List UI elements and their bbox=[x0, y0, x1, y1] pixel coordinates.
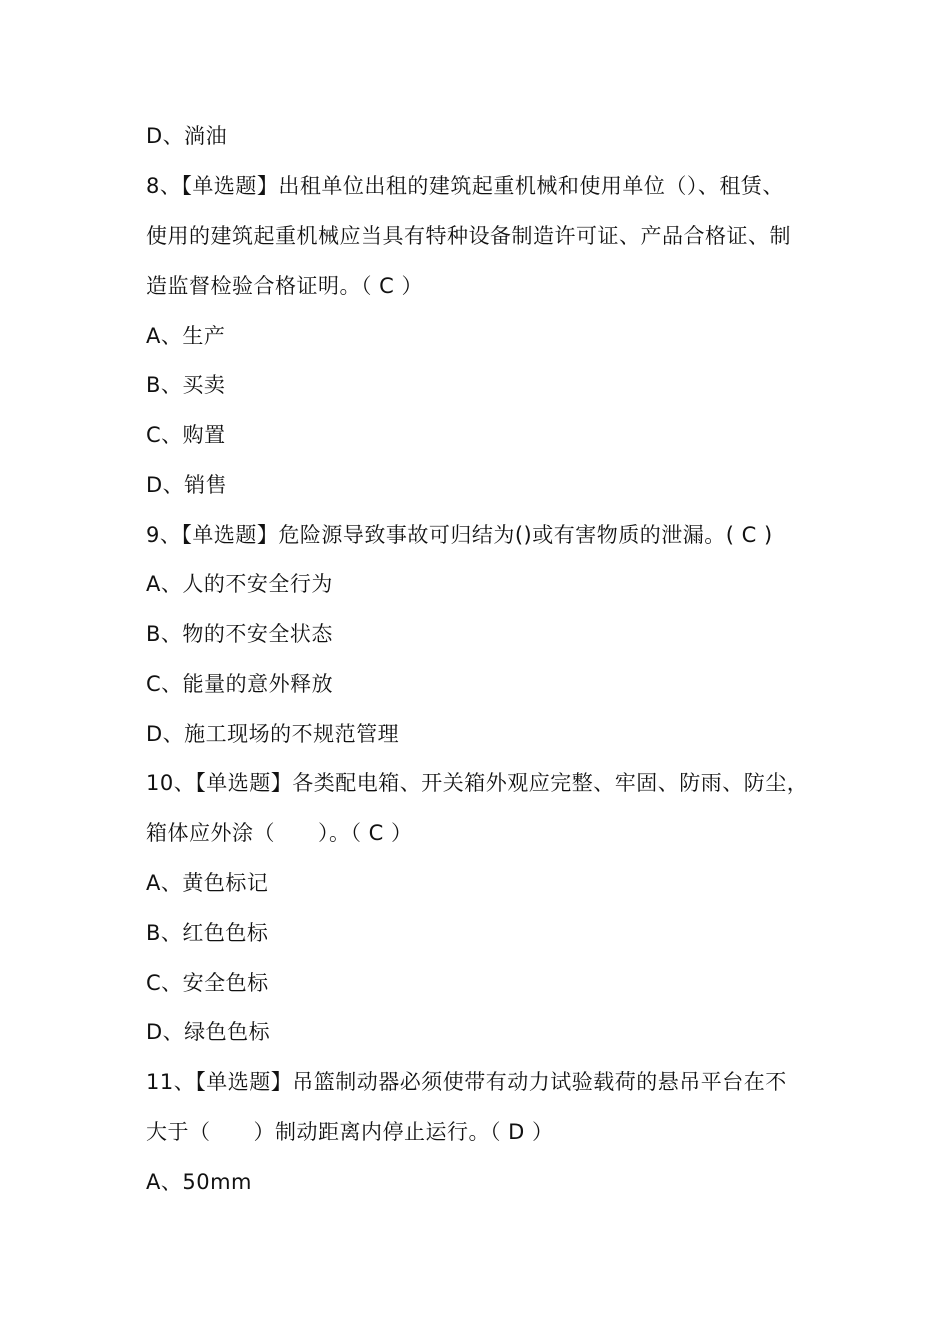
option-d-q10: D、绿色色标 bbox=[146, 1020, 271, 1044]
option-a-q8: A、生产 bbox=[146, 324, 226, 348]
question-8-line-2: 使用的建筑起重机械应当具有特种设备制造许可证、产品合格证、制 bbox=[146, 224, 791, 248]
option-b-q8: B、买卖 bbox=[146, 373, 226, 397]
option-c-q8: C、购置 bbox=[146, 423, 226, 447]
option-d-q7: D、淌油 bbox=[146, 124, 228, 148]
option-b-q10: B、红色色标 bbox=[146, 921, 269, 945]
option-c-q10: C、安全色标 bbox=[146, 971, 269, 995]
question-9: 9、【单选题】危险源导致事故可归结为()或有害物质的泄漏。( C ) bbox=[146, 523, 773, 547]
question-11-line-1: 11、【单选题】吊篮制动器必须使带有动力试验载荷的悬吊平台在不 bbox=[146, 1070, 787, 1094]
option-a-q11: A、50mm bbox=[146, 1170, 253, 1194]
question-11-line-2: 大于（ ）制动距离内停止运行。（ D ） bbox=[146, 1120, 554, 1144]
option-a-q10: A、黄色标记 bbox=[146, 871, 269, 895]
option-d-q9: D、施工现场的不规范管理 bbox=[146, 722, 400, 746]
option-b-q9: B、物的不安全状态 bbox=[146, 622, 333, 646]
option-c-q9: C、能量的意外释放 bbox=[146, 672, 334, 696]
question-8-line-1: 8、【单选题】出租单位出租的建筑起重机械和使用单位（）、租赁、 bbox=[146, 174, 784, 198]
question-10-line-2: 箱体应外涂（ ）。（ C ） bbox=[146, 821, 413, 845]
option-a-q9: A、人的不安全行为 bbox=[146, 572, 333, 596]
question-8-line-3: 造监督检验合格证明。（ C ） bbox=[146, 274, 424, 298]
question-10-line-1: 10、【单选题】各类配电箱、开关箱外观应完整、牢固、防雨、防尘， bbox=[146, 771, 809, 795]
option-d-q8: D、销售 bbox=[146, 473, 228, 497]
